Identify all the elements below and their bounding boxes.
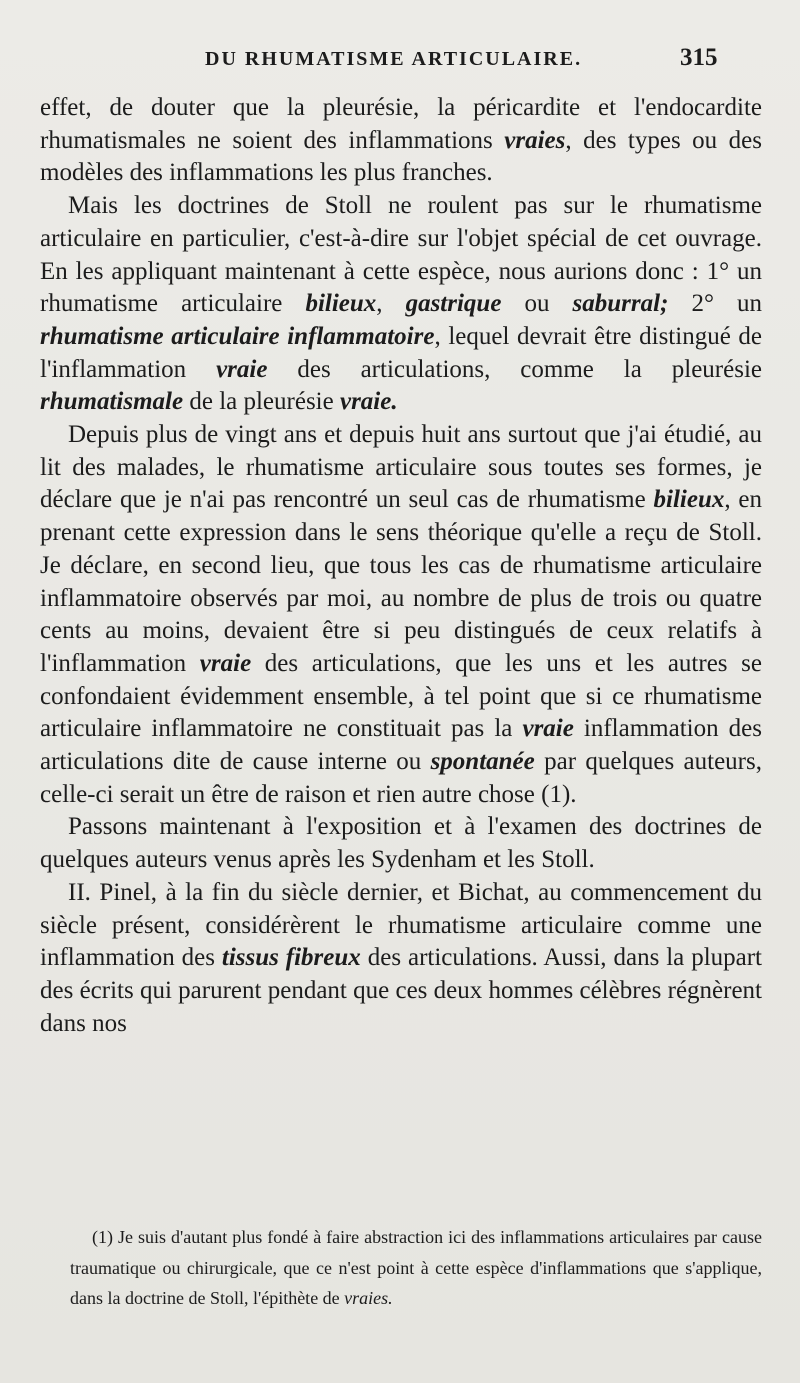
italic-run: tissus fibreux bbox=[221, 944, 361, 972]
footnote-text bbox=[70, 1222, 762, 1314]
paragraph bbox=[40, 92, 762, 190]
paragraph bbox=[40, 190, 762, 419]
italic-run: saburral; bbox=[572, 290, 669, 318]
text-run: ou bbox=[501, 290, 573, 318]
paragraph bbox=[40, 419, 762, 811]
italic-run: vraie. bbox=[339, 388, 398, 416]
text-run: des articulations. Aussi, dans la plupart des écrits qui parurent pendant que ces deux hommes célèbres régnèrent dans nos bbox=[40, 944, 763, 1037]
italic-run: bilieux bbox=[653, 486, 725, 514]
paragraph bbox=[40, 811, 762, 876]
running-head: DU RHUMATISME ARTICULAIRE. bbox=[205, 48, 583, 70]
text-run: , lequel devrait être distingué de l'inflammation bbox=[40, 322, 762, 383]
italic-run: vraie bbox=[216, 355, 268, 383]
italic-run: rhumatisme articulaire inflammatoire bbox=[40, 322, 435, 350]
text-run: par quelques auteurs, celle-ci serait un être de raison et rien autre chose (1). bbox=[40, 748, 762, 808]
text-run: , en prenant cette expression dans le sens théorique qu'elle a reçu de Stoll. Je déclare, en second lieu, que tous les cas de rhumatisme articulaire inflammatoire observés par moi, au nombre de plus de trois ou quatre cents au moins, devaient être si peu distingués de ceux relatifs à l'inflammation bbox=[40, 486, 762, 677]
text-run: II. Pinel, à la fin du siècle dernier, et Bichat, au commencement du siècle présent, considérèrent le rhumatisme articulaire comme une inflammation des bbox=[40, 878, 762, 972]
paragraph bbox=[40, 877, 762, 1041]
italic-run: rhumatismale bbox=[40, 388, 184, 416]
footnote bbox=[70, 1222, 762, 1314]
italic-run: bilieux bbox=[305, 290, 377, 318]
italic-run: vraies. bbox=[344, 1288, 393, 1308]
text-run: Depuis plus de vingt ans et depuis huit ans surtout que j'ai étudié, au lit des malades, le rhumatisme articulaire sous toutes ses formes, je déclare que je n'ai pas rencontré un seul cas de rhumatisme bbox=[40, 421, 762, 514]
text-run: Passons maintenant à l'exposition et à l'examen des doctrines de quelques auteurs venus après les Sydenham et les Stoll. bbox=[40, 813, 762, 874]
text-run: des articulations, comme la pleurésie bbox=[267, 355, 762, 383]
text-run: 2° un bbox=[668, 290, 762, 318]
text-run: de la pleurésie bbox=[183, 388, 340, 416]
text-run: effet, de douter que la pleurésie, la péricardite et l'endocardite rhumatismales ne soient des inflammations bbox=[40, 94, 762, 154]
italic-run: spontanée bbox=[430, 748, 535, 776]
italic-run: vraie bbox=[199, 649, 252, 677]
italic-run: vraies bbox=[504, 126, 566, 154]
page-header bbox=[0, 44, 800, 76]
italic-run: vraie bbox=[522, 715, 574, 743]
text-run: des articulations, que les uns et les autres se confondaient évidemment ensemble, à tel point que si ce rhumatisme articulaire inflammatoire ne constituait pas la bbox=[40, 649, 762, 743]
text-run: , des types ou des modèles des inflammations les plus franches. bbox=[40, 126, 762, 187]
text-run: (1) Je suis d'autant plus fondé à faire abstraction ici des inflammations articulaires par cause traumatique ou chirurgicale, que ce n'est point à cette espèce d'inflammations que s'applique, dans la doctrine de Stoll, l'épithète de bbox=[70, 1227, 762, 1308]
text-run: inflammation des articulations dite de cause interne ou bbox=[40, 715, 762, 776]
text-run: , bbox=[376, 290, 406, 318]
text-run: Mais les doctrines de Stoll ne roulent pas sur le rhumatisme articulaire en particulier, c'est-à-dire sur l'objet spécial de cet ouvrage. En les appliquant maintenant à cette espèce, nous aurions donc : 1° un rhumatisme articulaire bbox=[40, 192, 762, 318]
page-number: 315 bbox=[680, 44, 718, 71]
body-text bbox=[40, 92, 762, 1040]
italic-run: gastrique bbox=[405, 290, 502, 318]
